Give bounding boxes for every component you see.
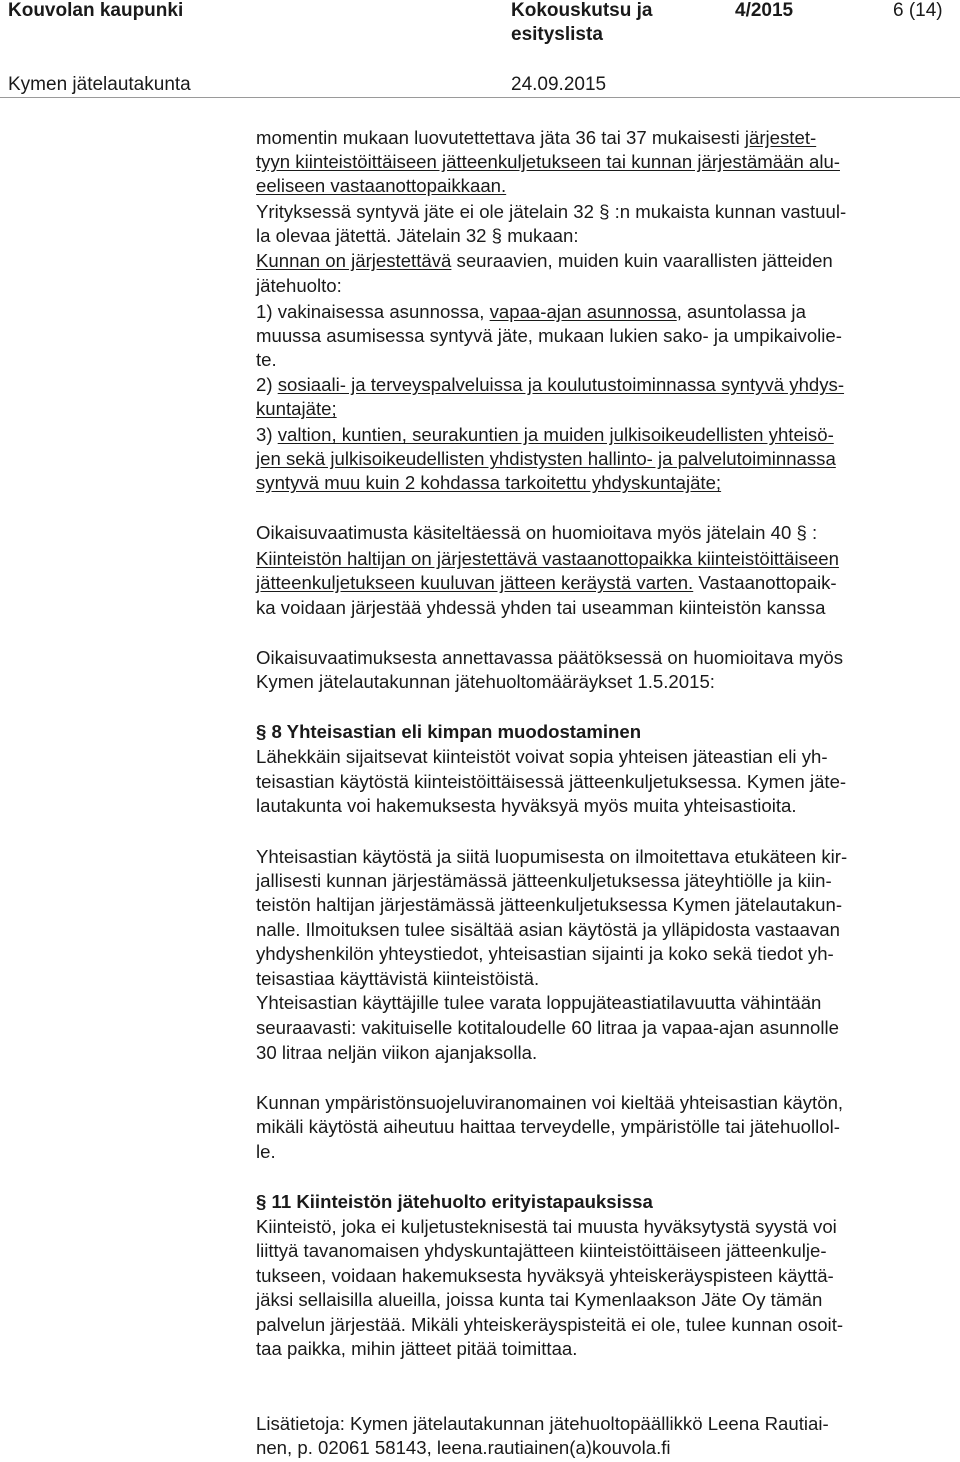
text-segment: 2) [256,374,278,395]
text-segment: syntyvä muu kuin 2 kohdassa tarkoitettu yhdyskuntajäte; [256,472,722,493]
text-line [256,1314,843,1336]
text-line [256,943,834,965]
text-segment: Oikaisuvaatimusta käsiteltäessä on huomioitava myös jätelain 40 § : [256,522,818,543]
text-line [256,349,277,371]
meeting-date: 24.09.2015 [511,74,607,95]
text-line [256,1265,834,1287]
text-segment: 1) vakinaisessa asunnossa, [256,301,490,322]
text-line [256,647,843,669]
text-segment: Vastaanottopaik- [693,572,837,593]
text-line [256,1289,822,1311]
text-segment: eeliseen vastaanottopaikkaan. [256,175,507,196]
text-segment: liittyä tavanomaisen yhdyskuntajätteen kiinteistöittäiseen jätteenkulje- [256,1240,827,1261]
text-line [256,472,721,494]
text-segment: Yhteisastian käyttäjille tulee varata loppujäteastiatilavuutta vähintään [256,992,822,1013]
text-segment: Oikaisuvaatimuksesta annettavassa päätöksessä on huomioitava myös [256,647,844,668]
text-segment: tukseen, voidaan hakemuksesta hyväksyä yhteiskeräyspisteen käyttä- [256,1265,834,1286]
text-line [256,919,840,941]
text-segment: jätehuolto: [256,275,342,296]
text-segment: la olevaa jätettä. Jätelain 32 § mukaan: [256,225,579,246]
text-segment: nen, p. 02061 58143, leena.rautiainen(a)kouvola.fi [256,1437,671,1458]
text-line [256,151,840,173]
text-line [256,127,816,149]
text-line [256,771,846,793]
text-line [256,275,342,297]
text-line [256,992,821,1014]
header-divider [0,97,960,98]
text-line [256,846,847,868]
text-segment: Kunnan on järjestettävä [256,250,452,271]
text-line [256,1413,829,1435]
text-segment: Yrityksessä syntyvä jäte ei ole jätelain 32 § :n mukaista kunnan vastuul- [256,201,847,222]
text-line [256,398,337,420]
text-segment: 3) [256,424,278,445]
text-segment: jätteenkuljetukseen kuuluvan jätteen keräystä varten. [256,572,694,593]
text-segment: Kiinteistö, joka ei kuljetusteknisestä tai muusta hyväksytystä syystä voi [256,1216,837,1237]
org-name: Kouvolan kaupunki [8,0,184,21]
text-line [256,1092,843,1114]
text-line [256,721,641,743]
page-number: 6 (14) [893,0,943,21]
text-line [256,1191,653,1213]
text-segment: jen sekä julkisoikeudellisten yhdistysten hallinto- ja palvelutoiminnassa [256,448,836,469]
text-line [256,424,834,446]
text-segment: Lähekkäin sijaitsevat kiinteistöt voivat sopia yhteisen jäteastian eli yh- [256,746,828,767]
doc-type: Kokouskutsu ja [511,0,653,21]
text-segment: sosiaali- ja terveyspalveluissa ja koulutustoiminnassa syntyvä yhdys- [277,374,845,395]
text-segment: tyyn kiinteistöittäiseen jätteenkuljetukseen tai kunnan järjestämään alu- [256,151,840,172]
text-line [256,374,844,396]
text-segment: muussa asumisessa syntyvä jäte, mukaan lukien sako- ja umpikaivolie- [256,325,842,346]
text-segment: kuntajäte; [256,398,337,419]
text-segment: Kymen jätelautakunnan jätehuoltomääräykset 1.5.2015: [256,671,715,692]
text-line [256,1141,276,1163]
text-line [256,1042,537,1064]
text-line [256,1216,837,1238]
text-segment: le. [256,1141,276,1162]
text-line [256,1437,671,1459]
text-segment: teisastiaa käyttävistä kiinteistöistä. [256,968,540,989]
text-segment: vapaa-ajan asunnossa [489,301,677,322]
text-line [256,175,506,197]
text-segment: te. [256,349,277,370]
text-line [256,597,826,619]
meeting-number: 4/2015 [735,0,794,21]
text-line [256,301,806,323]
text-segment: jäksi sellaisilla alueilla, joissa kunta tai Kymenlaakson Jäte Oy tämän [256,1289,823,1310]
text-segment: 30 litraa neljän viikon ajanjaksolla. [256,1042,538,1063]
text-segment: yhdyshenkilön yhteystiedot, yhteisastian sijainti ja koko sekä tiedot yh- [256,943,834,964]
text-segment: , asuntolassa ja [676,301,806,322]
text-line [256,1338,577,1360]
text-line [256,1240,827,1262]
text-line [256,671,715,693]
text-segment: valtion, kuntien, seurakuntien ja muiden julkisoikeudellisten yhteisö- [277,424,834,445]
doc-type-line2: esityslista [511,24,603,45]
text-line [256,795,797,817]
text-line [256,746,828,768]
text-line [256,1017,839,1039]
text-segment: seuraavien, muiden kuin vaarallisten jätteiden [451,250,833,271]
text-segment: § 11 Kiinteistön jätehuolto erityistapauksissa [256,1191,653,1212]
text-line [256,522,817,544]
text-segment: jallisesti kunnan järjestämässä jätteenkuljetuksessa jäteyhtiölle ja kiin- [256,870,832,891]
text-segment: taa paikka, mihin jätteet pitää toimittaa. [256,1338,578,1359]
text-line [256,448,836,470]
text-segment: lautakunta voi hakemuksesta hyväksyä myös muita yhteisastioita. [256,795,797,816]
text-segment: palvelun järjestää. Mikäli yhteiskeräyspisteitä ei ole, tulee kunnan osoit- [256,1314,844,1335]
text-line [256,250,833,272]
text-segment: momentin mukaan luovutettettava jäta 36 tai 37 mukaisesti [256,127,745,148]
text-line [256,201,846,223]
text-segment: Lisätietoja: Kymen jätelautakunnan jätehuoltopäällikkö Leena Rautiai- [256,1413,829,1434]
text-line [256,548,839,570]
text-segment: § 8 Yhteisastian eli kimpan muodostaminen [256,721,642,742]
text-line [256,572,837,594]
text-segment: nalle. Ilmoituksen tulee sisältää asian käytöstä ja ylläpidosta vastaavan [256,919,840,940]
text-segment: ka voidaan järjestää yhdessä yhden tai useamman kiinteistön kanssa [256,597,826,618]
text-segment: Kiinteistön haltijan on järjestettävä vastaanottopaikka kiinteistöittäiseen [256,548,839,569]
text-line [256,325,842,347]
text-segment: Kunnan ympäristönsuojeluviranomainen voi kieltää yhteisastian käytön, [256,1092,844,1113]
text-line [256,894,842,916]
text-segment: teistön haltijan järjestämässä jätteenkuljetuksessa Kymen jätelautakun- [256,894,843,915]
text-segment: mikäli käytöstä aiheutuu haittaa terveydelle, ympäristölle tai jätehuollol- [256,1116,840,1137]
text-segment: seuraavasti: vakituiselle kotitaloudelle 60 litraa ja vapaa-ajan asunnolle [256,1017,839,1038]
text-line [256,870,832,892]
text-segment: järjestet- [744,127,817,148]
text-line [256,1116,840,1138]
text-line [256,968,539,990]
text-segment: Yhteisastian käytöstä ja siitä luopumisesta on ilmoitettava etukäteen kir- [256,846,848,867]
committee-name: Kymen jätelautakunta [8,74,191,95]
text-segment: teisastian käytöstä kiinteistöittäisessä jätteenkuljetuksessa. Kymen jäte- [256,771,847,792]
text-line [256,225,579,247]
